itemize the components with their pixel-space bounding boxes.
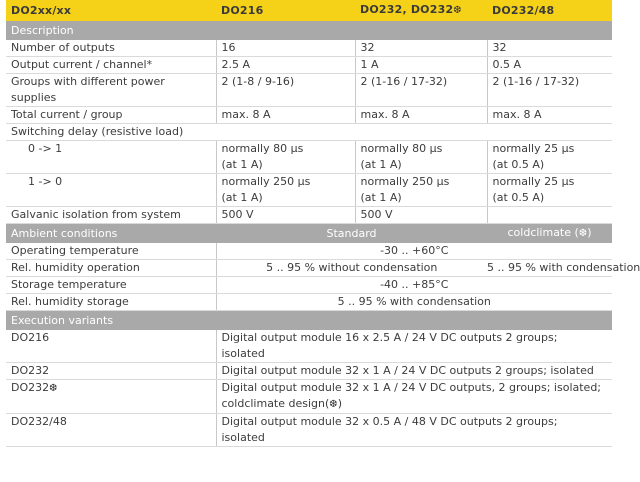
cell-line: normally 25 µs <box>492 142 575 155</box>
cell-value <box>355 141 487 174</box>
cell-line: normally 250 µs <box>221 175 311 188</box>
cell-value: 0.5 A <box>487 57 612 74</box>
cell-value: Digital output module 32 x 1 A / 24 V DC outputs 2 groups; isolated <box>216 363 612 380</box>
cell-value: 5 .. 95 % with condensation <box>216 294 612 311</box>
cell-value: 2 (1-16 / 17-32) <box>487 74 612 107</box>
cell-line: Digital output module 16 x 2.5 A / 24 V DC outputs 2 groups; <box>221 331 558 344</box>
cell-value <box>487 207 612 224</box>
table-row <box>6 40 612 57</box>
cell-value <box>355 174 487 207</box>
cell-value: 1 A <box>355 57 487 74</box>
table-row <box>6 294 612 311</box>
row-label: Operating temperature <box>6 243 216 260</box>
row-label: 1 -> 0 <box>6 174 216 207</box>
cell-line: Digital output module 32 x 1 A / 24 V DC outputs, 2 groups; isolated; <box>221 381 602 394</box>
row-label: Output current / channel* <box>6 57 216 74</box>
standard-label: Standard <box>216 224 487 244</box>
table-row <box>6 277 612 294</box>
row-label: Total current / group <box>6 107 216 124</box>
table-row <box>6 414 612 447</box>
cell-line: (at 0.5 A) <box>492 191 545 204</box>
row-label-line: supplies <box>11 91 57 104</box>
row-label: 0 -> 1 <box>6 141 216 174</box>
cell-line: (at 0.5 A) <box>492 158 545 171</box>
row-label <box>6 74 216 107</box>
cell-value: 500 V <box>216 207 355 224</box>
header-col2: DO216 <box>216 0 355 21</box>
cell-line: (at 1 A) <box>221 191 263 204</box>
cell-line-close: ) <box>337 397 342 410</box>
cell-value <box>487 174 612 207</box>
cell-line: normally 25 µs <box>492 175 575 188</box>
cell-value: 32 <box>355 40 487 57</box>
cell-line: isolated <box>221 347 265 360</box>
row-label: Number of outputs <box>6 40 216 57</box>
cell-line: normally 80 µs <box>221 142 304 155</box>
table-row <box>6 141 612 174</box>
table-row <box>6 380 612 414</box>
row-label: DO232 <box>6 363 216 380</box>
cell-value: max. 8 A <box>487 107 612 124</box>
cell-line: (at 1 A) <box>360 158 402 171</box>
row-label: Storage temperature <box>6 277 216 294</box>
snowflake-icon: ❆ <box>453 5 462 16</box>
row-label-text: DO232 <box>11 381 50 394</box>
cell-value: 2.5 A <box>216 57 355 74</box>
cell-value: max. 8 A <box>355 107 487 124</box>
cell-value: 2 (1-8 / 9-16) <box>216 74 355 107</box>
section-description <box>6 21 612 40</box>
cell-line-text: coldclimate design( <box>221 397 330 410</box>
row-label: DO216 <box>6 330 216 363</box>
cell-value <box>216 141 355 174</box>
section-variants <box>6 311 612 331</box>
cell-value: 32 <box>487 40 612 57</box>
section-title: Ambient conditions <box>6 224 216 244</box>
cell-line: normally 80 µs <box>360 142 443 155</box>
cell-value <box>216 330 612 363</box>
table-row <box>6 243 612 260</box>
section-title: Execution variants <box>6 311 612 331</box>
snowflake-icon: ❆ <box>49 383 58 394</box>
cell-line: Digital output module 32 x 0.5 A / 48 V DC outputs 2 groups; <box>221 415 558 428</box>
cell-value: 500 V <box>355 207 487 224</box>
cell-line: (at 1 A) <box>221 158 263 171</box>
coldclimate-close: ) <box>587 226 592 239</box>
cell-line: normally 250 µs <box>360 175 450 188</box>
coldclimate-text: coldclimate ( <box>507 226 579 239</box>
table-row <box>6 207 612 224</box>
table-row <box>6 124 612 141</box>
row-label: Galvanic isolation from system <box>6 207 216 224</box>
row-label: Switching delay (resistive load) <box>6 124 612 141</box>
table-row <box>6 260 612 277</box>
table-row <box>6 363 612 380</box>
cell-value: 5 .. 95 % without condensation <box>216 260 487 277</box>
snowflake-icon: ❆ <box>329 399 338 410</box>
row-label: DO232/48 <box>6 414 216 447</box>
header-col3-text: DO232, DO232 <box>360 3 454 16</box>
header-col3 <box>355 0 487 21</box>
cell-value <box>487 141 612 174</box>
cell-value: -40 .. +85°C <box>216 277 612 294</box>
cell-line <box>222 396 613 413</box>
cell-value <box>216 380 612 414</box>
section-ambient <box>6 224 612 244</box>
row-label-line: Groups with different power <box>11 75 165 88</box>
header-row <box>6 0 612 21</box>
coldclimate-label <box>487 224 612 244</box>
cell-value: 5 .. 95 % with condensation <box>487 260 612 277</box>
table-row <box>6 107 612 124</box>
header-col4: DO232/48 <box>487 0 612 21</box>
cell-value: 2 (1-16 / 17-32) <box>355 74 487 107</box>
cell-value <box>216 414 612 447</box>
cell-value <box>216 174 355 207</box>
cell-line: isolated <box>221 431 265 444</box>
table-row <box>6 74 612 107</box>
row-label: Rel. humidity storage <box>6 294 216 311</box>
spec-table <box>6 0 640 447</box>
row-label <box>6 380 216 414</box>
cell-value: max. 8 A <box>216 107 355 124</box>
table-row <box>6 57 612 74</box>
cell-value: -30 .. +60°C <box>216 243 612 260</box>
cell-value: 16 <box>216 40 355 57</box>
row-label: Rel. humidity operation <box>6 260 216 277</box>
table-row <box>6 330 612 363</box>
cell-line: (at 1 A) <box>360 191 402 204</box>
snowflake-icon: ❆ <box>578 228 588 239</box>
table-row <box>6 174 612 207</box>
header-col1: DO2xx/xx <box>6 0 216 21</box>
section-title: Description <box>6 21 612 40</box>
